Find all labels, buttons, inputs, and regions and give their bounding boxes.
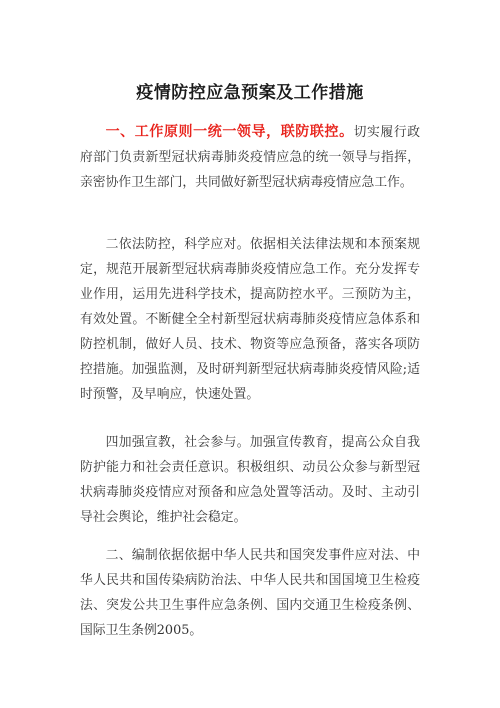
paragraph-text: 切实履行政府部门负责新型冠状病毒肺炎疫情应急的统一领导与指挥，亲密协作卫生部门，共同做好新型冠状病毒疫情应急工作。: [80, 125, 421, 190]
paragraph-work-principles: [80, 120, 420, 195]
paragraph-publicity: 四加强宣教，社会参与。加强宣传教育，提高公众自我防护能力和社会责任意识。积极组织、动员公众参与新型冠状病毒肺炎疫情应对预备和应急处置等活动。及时、主动引导社会舆论，维护社会稳定。: [80, 435, 420, 525]
section-heading-punct: 。: [339, 124, 354, 140]
section-heading-red: 一、工作原则一统一领导，联防联控: [105, 124, 340, 140]
paragraph-basis: 二、编制依据依据中华人民共和国突发事件应对法、中华人民共和国传染病防治法、中华人民共和国国境卫生检疫法、突发公共卫生事件应急条例、国内交通卫生检疫条例、国际卫生条例2005。: [80, 548, 420, 638]
document-title: 疫情防控应急预案及工作措施: [136, 83, 364, 103]
paragraph-law-prevention: 二依法防控，科学应对。依据相关法律法规和本预案规定，规范开展新型冠状病毒肺炎疫情应急工作。充分发挥专业作用，运用先进科学技术，提高防控水平。三预防为主，有效处置。不断健全全村新型冠状病毒肺炎疫情应急体系和防控机制，做好人员、技术、物资等应急预备，落实各项防控措施。加强监测，及时研判新型冠状病毒肺炎疫情风险;适时预警，及早响应，快速处置。: [80, 237, 420, 402]
